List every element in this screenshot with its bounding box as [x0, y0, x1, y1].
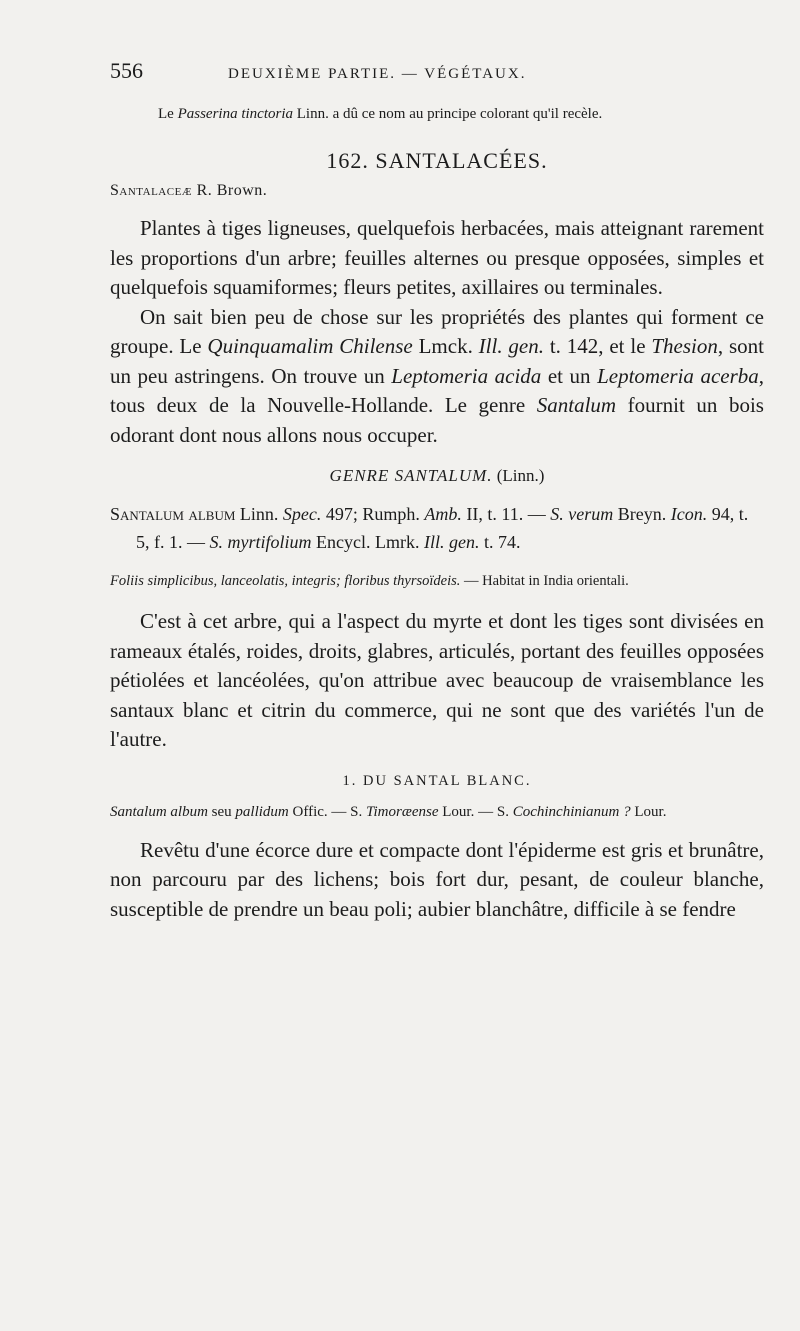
- reference: Amb.: [424, 504, 462, 524]
- species-name: Timoræense: [366, 803, 439, 820]
- species-name: pallidum: [235, 803, 289, 820]
- reference: Ill. gen.: [423, 532, 480, 552]
- passerina-note: [110, 102, 764, 126]
- genre-title: [110, 466, 764, 486]
- variety-synonymy: [110, 800, 764, 824]
- text-run: Lour.: [630, 803, 667, 820]
- text-run: fournit un bois odorant dont nous allons nous occuper.: [110, 393, 764, 447]
- family-authority: R. Brown.: [192, 182, 268, 199]
- text-run: On sait bien peu de chose sur les propriétés des plantes qui forment ce groupe. Le: [110, 304, 764, 358]
- species-name: Santalum album: [110, 803, 208, 820]
- family-properties: [110, 303, 764, 451]
- species-name: Santalum album: [110, 504, 236, 524]
- family-latin-name: Santalaceæ: [110, 182, 193, 199]
- reference: Icon.: [670, 504, 708, 524]
- text-run: Encycl. Lmrk.: [311, 532, 424, 552]
- text-run: , sont un peu astringens. On trouve un: [110, 334, 764, 388]
- species-name: Thesion: [651, 334, 718, 358]
- page-header: [110, 58, 764, 98]
- text-run: t. 142, et le: [544, 334, 652, 358]
- family-author: [110, 182, 764, 200]
- page-number: 556: [110, 58, 143, 83]
- text-run: , tous deux de la Nouvelle-Hollande. Le genre: [110, 363, 765, 417]
- text-run: 497; Rumph.: [321, 504, 425, 524]
- text-run: II, t. 11. —: [461, 504, 551, 524]
- species-name: Quinquamalim Chilense: [207, 334, 413, 358]
- diagnosis-text: Foliis simplicibus, lanceolatis, integris; floribus thyrsoïdeis.: [110, 573, 461, 589]
- habitat-text: — Habitat in India orientali.: [460, 573, 629, 589]
- santal-blanc-description: Revêtu d'une écorce dure et compacte dont l'épiderme est gris et brunâtre, non parcouru par des lichens; bois fort dur, pesant, de couleur blanche, susceptible de prendre un beau poli; aubier blanchâtre, difficile à se fendre: [110, 837, 764, 921]
- note-prefix: Le: [158, 106, 178, 122]
- synonymy: [110, 500, 764, 556]
- text-run: Breyn.: [613, 504, 671, 524]
- species-name: S. verum: [550, 504, 614, 524]
- text-run: t. 74.: [479, 532, 521, 552]
- text-run: Linn.: [235, 504, 283, 524]
- text-run: Lmck.: [412, 334, 479, 358]
- reference: Ill. gen.: [478, 334, 544, 358]
- text-run: Lour. — S.: [438, 803, 513, 820]
- running-head: DEUXIÈME PARTIE. — VÉGÉTAUX.: [228, 66, 527, 82]
- variety-title: 1. DU SANTAL BLANC.: [342, 772, 532, 789]
- text-run: seu: [207, 803, 236, 820]
- reference: Spec.: [282, 504, 322, 524]
- latin-diagnosis: [110, 570, 764, 593]
- species-name: S. myrtifolium: [209, 532, 312, 552]
- text-run: 94, t. 5, f. 1. —: [136, 504, 749, 552]
- species-name: Leptomeria acerba: [597, 363, 759, 388]
- note-text: Linn. a dû ce nom au principe colorant qu'il recèle.: [293, 106, 603, 122]
- family-title: 162. SANTALACÉES.: [326, 148, 548, 173]
- text-run: Offic. — S.: [288, 803, 366, 820]
- santalum-description: C'est à cet arbre, qui a l'aspect du myrte et dont les tiges sont divisées en rameaux étalés, roides, droits, glabres, articulés, portant des feuilles opposées pétiolées et lancéolées, qu'on attribue avec beaucoup de vraisemblance les santaux blanc et citrin du commerce, qui ne sont que des variétés l'un de l'autre.: [110, 609, 764, 751]
- text-run: et un: [541, 363, 598, 388]
- genre-name: GENRE SANTALUM.: [329, 466, 493, 485]
- genre-authority: (Linn.): [492, 466, 545, 485]
- family-description: Plantes à tiges ligneuses, quelquefois herbacées, mais atteignant rarement les proportions d'un arbre; feuilles alternes ou presque opposées, simples et quelquefois squamiformes; fleurs petites, axillaires ou terminales.: [110, 216, 764, 299]
- species-name: Cochinchinianum ?: [512, 803, 631, 820]
- note-species: Passerina tinctoria: [177, 106, 293, 122]
- species-name: Leptomeria acida: [391, 363, 542, 388]
- genus-name: Santalum: [536, 393, 617, 417]
